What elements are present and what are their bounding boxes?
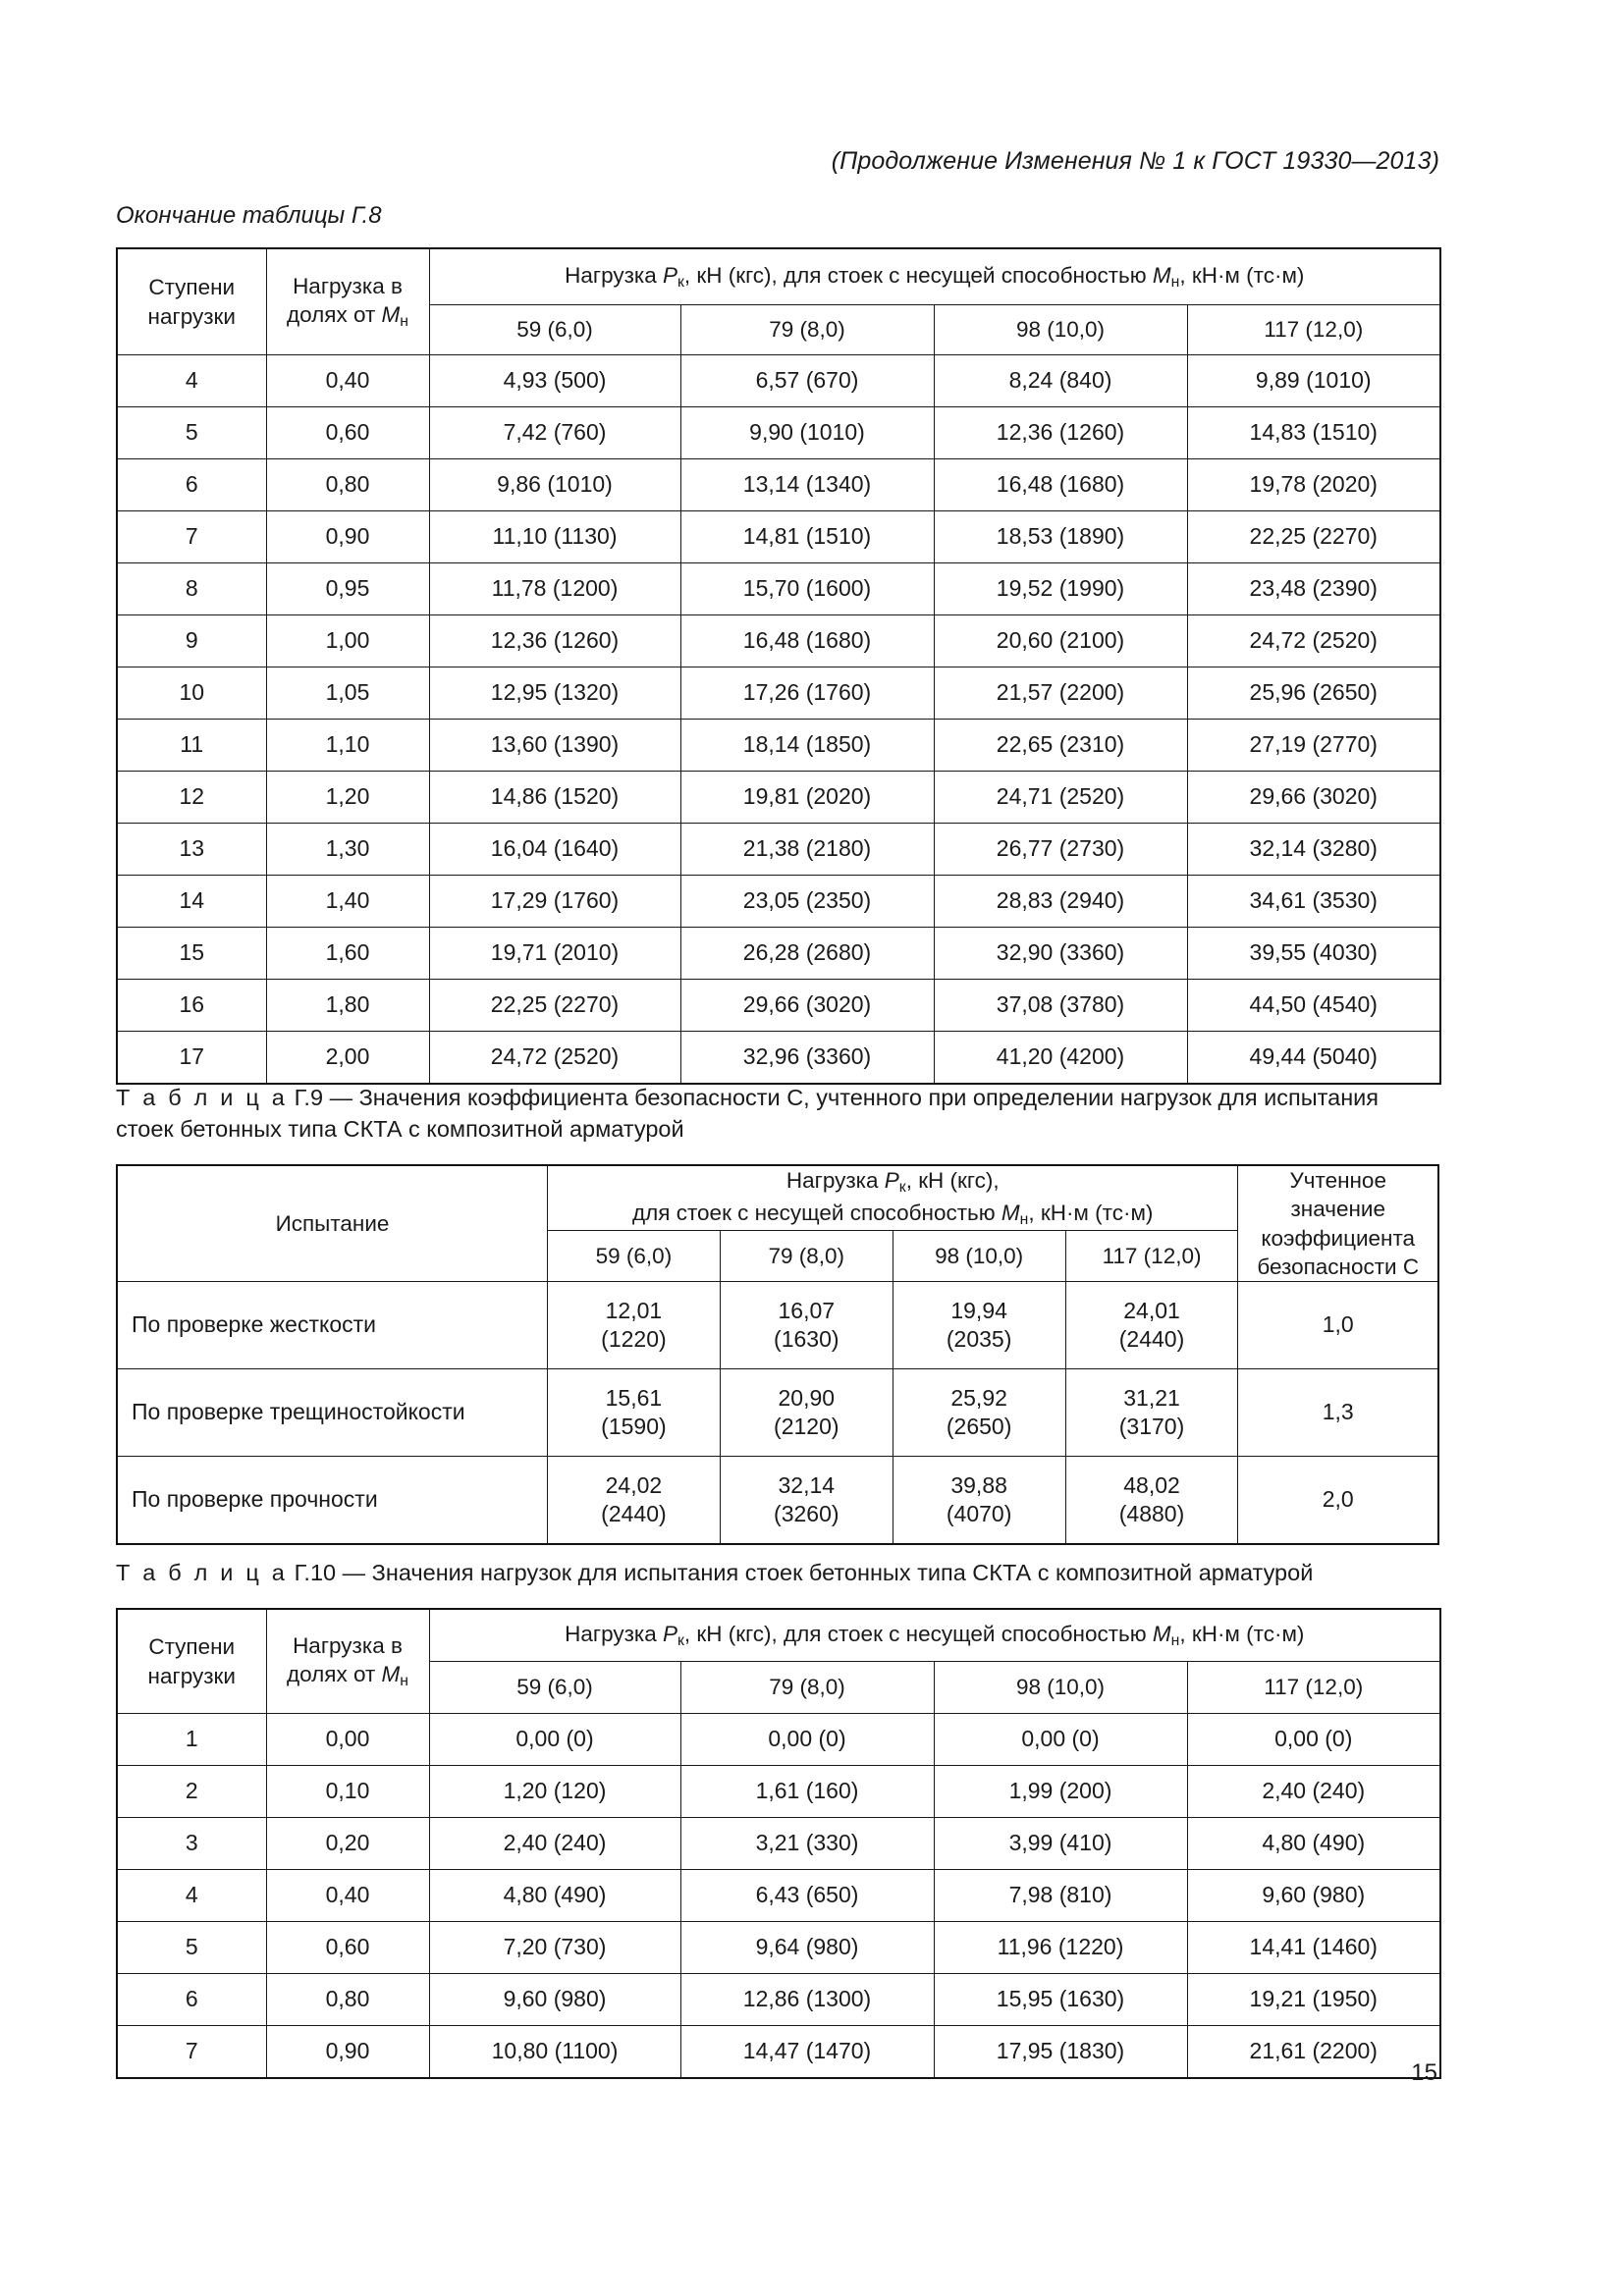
cell-load-1: 12,36 (1260) bbox=[429, 615, 680, 667]
cell-load-kn: 39,88 bbox=[950, 1471, 1007, 1498]
cell-safety-coefficient: 2,0 bbox=[1238, 1457, 1438, 1545]
cell-load-4: 34,61 (3530) bbox=[1187, 876, 1440, 928]
cell-load-2: 0,00 (0) bbox=[680, 1714, 934, 1766]
header-load-g10-sub-p: к bbox=[677, 1631, 684, 1649]
cell-share: 1,05 bbox=[266, 667, 429, 720]
cell-load-3: 21,57 (2200) bbox=[934, 667, 1187, 720]
header-share-g10-line1: Нагрузка в bbox=[293, 1632, 403, 1658]
cell-load-4: 32,14 (3280) bbox=[1187, 824, 1440, 876]
header-test: Испытание bbox=[117, 1165, 547, 1282]
table-g10-body bbox=[117, 1714, 1440, 2079]
cell-load-2: 23,05 (2350) bbox=[680, 876, 934, 928]
cell-load-3: 12,36 (1260) bbox=[934, 407, 1187, 459]
cell-load-4: 0,00 (0) bbox=[1187, 1714, 1440, 1766]
header-g9-capacity-98: 98 (10,0) bbox=[893, 1231, 1065, 1282]
cell-load-4: 22,25 (2270) bbox=[1187, 511, 1440, 563]
header-load-g9-pre: Нагрузка bbox=[785, 1168, 885, 1194]
header-load-g10-pre: Нагрузка bbox=[565, 1621, 663, 1646]
table-row bbox=[117, 928, 1440, 980]
header-load-g9-line2-pre: для стоек с несущей способностью bbox=[632, 1200, 1001, 1225]
table-g10-caption-text: — Значения нагрузок для испытания стоек бетонных типа СКТА с композитной арматурой bbox=[342, 1560, 1314, 1585]
cell-load-3 bbox=[893, 1457, 1065, 1545]
cell-share: 0,60 bbox=[266, 407, 429, 459]
cell-share: 0,60 bbox=[266, 1922, 429, 1974]
cell-step: 10 bbox=[117, 667, 266, 720]
cell-load-2: 3,21 (330) bbox=[680, 1818, 934, 1870]
cell-step: 7 bbox=[117, 511, 266, 563]
header-load-g9-symbol-m: M bbox=[1001, 1200, 1020, 1225]
cell-load-2: 14,81 (1510) bbox=[680, 511, 934, 563]
cell-step: 13 bbox=[117, 824, 266, 876]
table-g9-caption-number: Г.9 bbox=[294, 1085, 324, 1110]
cell-load-4: 19,21 (1950) bbox=[1187, 1974, 1440, 2026]
cell-load-2: 9,64 (980) bbox=[680, 1922, 934, 1974]
cell-load-3: 8,24 (840) bbox=[934, 355, 1187, 407]
cell-load-4: 49,44 (5040) bbox=[1187, 1032, 1440, 1085]
cell-load-3: 0,00 (0) bbox=[934, 1714, 1187, 1766]
cell-load-4: 19,78 (2020) bbox=[1187, 459, 1440, 511]
header-g10-capacity-59: 59 (6,0) bbox=[429, 1662, 680, 1714]
cell-load-1: 16,04 (1640) bbox=[429, 824, 680, 876]
cell-share: 1,40 bbox=[266, 876, 429, 928]
cell-load-2: 16,48 (1680) bbox=[680, 615, 934, 667]
cell-load-4: 9,60 (980) bbox=[1187, 1870, 1440, 1922]
table-g8-wrapper bbox=[116, 247, 1441, 1085]
cell-load-3: 20,60 (2100) bbox=[934, 615, 1187, 667]
table-g9-caption-word: Т а б л и ц а bbox=[116, 1085, 289, 1110]
header-load-sub-p: к bbox=[677, 273, 684, 291]
table-g10-caption-number: Г.10 bbox=[294, 1560, 337, 1585]
table-g9-header-row-1 bbox=[117, 1165, 1438, 1231]
cell-load-2: 29,66 (3020) bbox=[680, 980, 934, 1032]
header-g9-capacity-79: 79 (8,0) bbox=[720, 1231, 893, 1282]
cell-share: 0,80 bbox=[266, 459, 429, 511]
table-g8 bbox=[116, 247, 1441, 1085]
cell-load-4 bbox=[1065, 1369, 1238, 1457]
cell-load-kn: 15,61 bbox=[605, 1384, 663, 1411]
table-row bbox=[117, 2026, 1440, 2079]
cell-load-1: 9,86 (1010) bbox=[429, 459, 680, 511]
cell-load-3: 28,83 (2940) bbox=[934, 876, 1187, 928]
header-step-line2: нагрузки bbox=[147, 303, 236, 329]
cell-load-kgs: (1590) bbox=[601, 1414, 667, 1439]
header-load-symbol-p: P bbox=[663, 262, 678, 288]
header-load-symbol-m: M bbox=[1152, 262, 1171, 288]
cell-load-1: 7,20 (730) bbox=[429, 1922, 680, 1974]
cell-load-3: 15,95 (1630) bbox=[934, 1974, 1187, 2026]
header-share-g10-symbol: M bbox=[381, 1661, 401, 1686]
cell-load-kgs: (2035) bbox=[946, 1326, 1012, 1352]
table-g8-body bbox=[117, 355, 1440, 1085]
header-coefficient-line2: коэффициента bbox=[1261, 1225, 1416, 1251]
table-row bbox=[117, 355, 1440, 407]
table-row bbox=[117, 459, 1440, 511]
cell-load-kn: 12,01 bbox=[605, 1297, 663, 1323]
cell-share: 1,30 bbox=[266, 824, 429, 876]
cell-step: 17 bbox=[117, 1032, 266, 1085]
cell-load-3: 7,98 (810) bbox=[934, 1870, 1187, 1922]
cell-share: 1,10 bbox=[266, 720, 429, 772]
cell-load-3: 11,96 (1220) bbox=[934, 1922, 1187, 1974]
table-g10-caption bbox=[116, 1557, 1439, 1588]
table-g9-caption-text-line2: стоек бетонных типа СКТА с композитной арматурой bbox=[116, 1116, 684, 1143]
table-g10-caption-word: Т а б л и ц а bbox=[116, 1560, 289, 1585]
cell-load-4: 14,83 (1510) bbox=[1187, 407, 1440, 459]
cell-share: 0,10 bbox=[266, 1766, 429, 1818]
cell-load-4: 23,48 (2390) bbox=[1187, 563, 1440, 615]
cell-load-kgs: (2650) bbox=[946, 1414, 1012, 1439]
table-row bbox=[117, 1818, 1440, 1870]
table-row bbox=[117, 1369, 1438, 1457]
header-share-line2: долях от bbox=[286, 301, 376, 327]
cell-load-3: 1,99 (200) bbox=[934, 1766, 1187, 1818]
cell-load-3: 26,77 (2730) bbox=[934, 824, 1187, 876]
header-load-g10-symbol-p: P bbox=[663, 1621, 678, 1646]
cell-load-kgs: (2440) bbox=[1118, 1326, 1185, 1352]
cell-load-2: 17,26 (1760) bbox=[680, 667, 934, 720]
cell-load-1: 14,86 (1520) bbox=[429, 772, 680, 824]
cell-load-3: 32,90 (3360) bbox=[934, 928, 1187, 980]
cell-load-1 bbox=[547, 1369, 720, 1457]
table-g10-wrapper bbox=[116, 1608, 1441, 2079]
cell-load-kn: 24,02 bbox=[605, 1471, 663, 1498]
cell-load-3 bbox=[893, 1369, 1065, 1457]
header-load-g9-post: , кН (кгс), bbox=[905, 1168, 1000, 1194]
header-step-g10 bbox=[117, 1609, 266, 1714]
table-g9-caption-text-line1: — Значения коэффициента безопасности С, учтенного при определении нагрузок для испытания bbox=[329, 1085, 1380, 1110]
cell-step: 4 bbox=[117, 1870, 266, 1922]
cell-share: 1,60 bbox=[266, 928, 429, 980]
cell-load-4: 44,50 (4540) bbox=[1187, 980, 1440, 1032]
cell-load-2: 14,47 (1470) bbox=[680, 2026, 934, 2079]
cell-load-1: 19,71 (2010) bbox=[429, 928, 680, 980]
cell-load-1: 1,20 (120) bbox=[429, 1766, 680, 1818]
cell-load-4: 2,40 (240) bbox=[1187, 1766, 1440, 1818]
header-share bbox=[266, 248, 429, 355]
cell-load-kgs: (2440) bbox=[601, 1501, 667, 1526]
table-row bbox=[117, 772, 1440, 824]
header-load-sub-m: н bbox=[1170, 273, 1180, 291]
cell-load-2 bbox=[720, 1457, 893, 1545]
cell-step: 7 bbox=[117, 2026, 266, 2079]
cell-load-1: 7,42 (760) bbox=[429, 407, 680, 459]
header-load-g10-mid: , кН (кгс), для стоек с несущей способностью bbox=[683, 1621, 1153, 1646]
header-load-pre: Нагрузка bbox=[565, 262, 663, 288]
cell-test-name: По проверке прочности bbox=[117, 1457, 547, 1545]
header-share-g10-subscript: н bbox=[400, 1672, 408, 1689]
cell-load-2: 21,38 (2180) bbox=[680, 824, 934, 876]
cell-load-2: 6,57 (670) bbox=[680, 355, 934, 407]
header-g10-capacity-117: 117 (12,0) bbox=[1187, 1662, 1440, 1714]
cell-load-2: 18,14 (1850) bbox=[680, 720, 934, 772]
cell-load-2 bbox=[720, 1282, 893, 1369]
table-g9-body bbox=[117, 1282, 1438, 1545]
cell-load-2: 9,90 (1010) bbox=[680, 407, 934, 459]
header-share-line1: Нагрузка в bbox=[293, 273, 403, 298]
table-row bbox=[117, 876, 1440, 928]
cell-load-1: 11,78 (1200) bbox=[429, 563, 680, 615]
cell-load-4: 29,66 (3020) bbox=[1187, 772, 1440, 824]
cell-safety-coefficient: 1,3 bbox=[1238, 1369, 1438, 1457]
cell-load-kn: 19,94 bbox=[950, 1297, 1007, 1323]
cell-share: 0,40 bbox=[266, 355, 429, 407]
cell-load-kgs: (1220) bbox=[601, 1326, 667, 1352]
cell-step: 9 bbox=[117, 615, 266, 667]
header-load-g9-sub-p: к bbox=[898, 1179, 906, 1197]
cell-load-3: 19,52 (1990) bbox=[934, 563, 1187, 615]
cell-step: 3 bbox=[117, 1818, 266, 1870]
cell-step: 5 bbox=[117, 1922, 266, 1974]
table-row bbox=[117, 1974, 1440, 2026]
table-g10-header-row-1 bbox=[117, 1609, 1440, 1662]
header-coefficient-line3: безопасности С bbox=[1257, 1254, 1420, 1279]
header-load-span-g10 bbox=[429, 1609, 1440, 1662]
table-row bbox=[117, 407, 1440, 459]
cell-load-3: 16,48 (1680) bbox=[934, 459, 1187, 511]
cell-step: 1 bbox=[117, 1714, 266, 1766]
cell-share: 0,80 bbox=[266, 1974, 429, 2026]
header-load-g10-post: , кН·м (тс·м) bbox=[1179, 1621, 1305, 1646]
cell-load-kgs: (3170) bbox=[1118, 1414, 1185, 1439]
table-row bbox=[117, 1922, 1440, 1974]
cell-load-2 bbox=[720, 1369, 893, 1457]
cell-load-kn: 20,90 bbox=[778, 1384, 836, 1411]
cell-safety-coefficient: 1,0 bbox=[1238, 1282, 1438, 1369]
cell-load-4 bbox=[1065, 1457, 1238, 1545]
cell-load-2: 13,14 (1340) bbox=[680, 459, 934, 511]
cell-load-kgs: (3260) bbox=[774, 1501, 839, 1526]
table-row bbox=[117, 720, 1440, 772]
cell-step: 16 bbox=[117, 980, 266, 1032]
cell-share: 1,80 bbox=[266, 980, 429, 1032]
cell-load-3: 3,99 (410) bbox=[934, 1818, 1187, 1870]
cell-load-1: 11,10 (1130) bbox=[429, 511, 680, 563]
table-row bbox=[117, 511, 1440, 563]
header-load-g9-symbol-p: P bbox=[884, 1168, 899, 1194]
cell-load-1: 10,80 (1100) bbox=[429, 2026, 680, 2079]
table-g8-header-row-1 bbox=[117, 248, 1440, 305]
cell-load-2: 6,43 (650) bbox=[680, 1870, 934, 1922]
cell-load-1: 9,60 (980) bbox=[429, 1974, 680, 2026]
cell-step: 15 bbox=[117, 928, 266, 980]
table-row bbox=[117, 1457, 1438, 1545]
cell-share: 0,95 bbox=[266, 563, 429, 615]
cell-load-2: 12,86 (1300) bbox=[680, 1974, 934, 2026]
cell-load-2: 32,96 (3360) bbox=[680, 1032, 934, 1085]
cell-load-3 bbox=[893, 1282, 1065, 1369]
header-step-line1: Ступени bbox=[148, 275, 236, 300]
header-capacity-98: 98 (10,0) bbox=[934, 305, 1187, 355]
header-g9-capacity-59: 59 (6,0) bbox=[547, 1231, 720, 1282]
cell-share: 0,00 bbox=[266, 1714, 429, 1766]
cell-load-3: 37,08 (3780) bbox=[934, 980, 1187, 1032]
cell-load-1: 24,72 (2520) bbox=[429, 1032, 680, 1085]
header-step bbox=[117, 248, 266, 355]
cell-share: 0,90 bbox=[266, 511, 429, 563]
table-g9-caption bbox=[116, 1082, 1439, 1146]
cell-load-kn: 24,01 bbox=[1123, 1297, 1180, 1323]
cell-load-2: 1,61 (160) bbox=[680, 1766, 934, 1818]
header-share-subscript: н bbox=[400, 312, 408, 330]
header-load-g10-symbol-m: M bbox=[1152, 1621, 1171, 1646]
cell-share: 0,20 bbox=[266, 1818, 429, 1870]
cell-load-kn: 16,07 bbox=[778, 1297, 836, 1323]
cell-load-4: 24,72 (2520) bbox=[1187, 615, 1440, 667]
table-g9-wrapper bbox=[116, 1164, 1439, 1545]
cell-load-kgs: (4070) bbox=[946, 1501, 1012, 1526]
header-load-g10-sub-m: н bbox=[1170, 1631, 1180, 1649]
header-g10-capacity-98: 98 (10,0) bbox=[934, 1662, 1187, 1714]
header-coefficient bbox=[1238, 1165, 1438, 1282]
header-load-g9-sub-m: н bbox=[1019, 1210, 1029, 1228]
cell-step: 6 bbox=[117, 1974, 266, 2026]
cell-load-4 bbox=[1065, 1282, 1238, 1369]
cell-load-kn: 31,21 bbox=[1123, 1384, 1180, 1411]
header-load-g9-line2-post: , кН·м (тс·м) bbox=[1028, 1200, 1154, 1225]
header-share-g10 bbox=[266, 1609, 429, 1714]
cell-load-kgs: (4880) bbox=[1118, 1501, 1185, 1526]
cell-load-1 bbox=[547, 1457, 720, 1545]
header-load-span bbox=[429, 248, 1440, 305]
cell-step: 2 bbox=[117, 1766, 266, 1818]
cell-load-1 bbox=[547, 1282, 720, 1369]
cell-load-4: 14,41 (1460) bbox=[1187, 1922, 1440, 1974]
cell-step: 12 bbox=[117, 772, 266, 824]
cell-load-4: 27,19 (2770) bbox=[1187, 720, 1440, 772]
cell-step: 6 bbox=[117, 459, 266, 511]
cell-load-3: 22,65 (2310) bbox=[934, 720, 1187, 772]
cell-test-name: По проверке жесткости bbox=[117, 1282, 547, 1369]
cell-load-3: 41,20 (4200) bbox=[934, 1032, 1187, 1085]
cell-load-1: 22,25 (2270) bbox=[429, 980, 680, 1032]
cell-load-kn: 32,14 bbox=[778, 1471, 836, 1498]
cell-share: 2,00 bbox=[266, 1032, 429, 1085]
cell-share: 0,40 bbox=[266, 1870, 429, 1922]
cell-load-kgs: (1630) bbox=[774, 1326, 839, 1352]
table-row bbox=[117, 615, 1440, 667]
header-step-g10-line1: Ступени bbox=[148, 1634, 236, 1660]
cell-load-kn: 25,92 bbox=[950, 1384, 1007, 1411]
table-row bbox=[117, 1282, 1438, 1369]
cell-step: 8 bbox=[117, 563, 266, 615]
cell-load-1: 0,00 (0) bbox=[429, 1714, 680, 1766]
cell-step: 4 bbox=[117, 355, 266, 407]
cell-load-1: 4,80 (490) bbox=[429, 1870, 680, 1922]
cell-load-kgs: (2120) bbox=[774, 1414, 839, 1439]
cell-step: 11 bbox=[117, 720, 266, 772]
cell-load-4: 39,55 (4030) bbox=[1187, 928, 1440, 980]
header-load-post: , кН·м (тс·м) bbox=[1179, 262, 1305, 288]
table-row bbox=[117, 667, 1440, 720]
table-g10 bbox=[116, 1608, 1441, 2079]
cell-load-2: 15,70 (1600) bbox=[680, 563, 934, 615]
table-row bbox=[117, 563, 1440, 615]
cell-step: 5 bbox=[117, 407, 266, 459]
table-row bbox=[117, 1032, 1440, 1085]
table-g9 bbox=[116, 1164, 1439, 1545]
header-step-g10-line2: нагрузки bbox=[147, 1663, 236, 1688]
cell-load-1: 12,95 (1320) bbox=[429, 667, 680, 720]
header-capacity-117: 117 (12,0) bbox=[1187, 305, 1440, 355]
cell-share: 0,90 bbox=[266, 2026, 429, 2079]
table-row bbox=[117, 1766, 1440, 1818]
table-row bbox=[117, 1870, 1440, 1922]
header-share-symbol: M bbox=[381, 301, 401, 327]
page-number: 15 bbox=[1411, 2059, 1437, 2086]
header-share-g10-line2: долях от bbox=[286, 1661, 376, 1686]
header-load-span-g9 bbox=[547, 1165, 1237, 1231]
cell-load-4: 9,89 (1010) bbox=[1187, 355, 1440, 407]
cell-load-kn: 48,02 bbox=[1123, 1471, 1180, 1498]
header-coefficient-line1: Учтенное значение bbox=[1289, 1168, 1386, 1222]
table-row bbox=[117, 824, 1440, 876]
cell-load-2: 26,28 (2680) bbox=[680, 928, 934, 980]
cell-test-name: По проверке трещиностойкости bbox=[117, 1369, 547, 1457]
cell-share: 1,20 bbox=[266, 772, 429, 824]
cell-load-3: 18,53 (1890) bbox=[934, 511, 1187, 563]
cell-load-4: 21,61 (2200) bbox=[1187, 2026, 1440, 2079]
table-g8-continuation-caption: Окончание таблицы Г.8 bbox=[116, 202, 382, 229]
header-capacity-59: 59 (6,0) bbox=[429, 305, 680, 355]
cell-load-1: 17,29 (1760) bbox=[429, 876, 680, 928]
cell-load-1: 4,93 (500) bbox=[429, 355, 680, 407]
header-capacity-79: 79 (8,0) bbox=[680, 305, 934, 355]
header-g10-capacity-79: 79 (8,0) bbox=[680, 1662, 934, 1714]
cell-step: 14 bbox=[117, 876, 266, 928]
table-row bbox=[117, 980, 1440, 1032]
cell-load-1: 2,40 (240) bbox=[429, 1818, 680, 1870]
cell-load-4: 25,96 (2650) bbox=[1187, 667, 1440, 720]
cell-load-2: 19,81 (2020) bbox=[680, 772, 934, 824]
header-g9-capacity-117: 117 (12,0) bbox=[1065, 1231, 1238, 1282]
header-load-mid: , кН (кгс), для стоек с несущей способностью bbox=[683, 262, 1153, 288]
running-head: (Продолжение Изменения № 1 к ГОСТ 19330—2013) bbox=[831, 147, 1439, 175]
cell-load-1: 13,60 (1390) bbox=[429, 720, 680, 772]
cell-load-3: 17,95 (1830) bbox=[934, 2026, 1187, 2079]
cell-load-4: 4,80 (490) bbox=[1187, 1818, 1440, 1870]
table-row bbox=[117, 1714, 1440, 1766]
cell-share: 1,00 bbox=[266, 615, 429, 667]
cell-load-3: 24,71 (2520) bbox=[934, 772, 1187, 824]
